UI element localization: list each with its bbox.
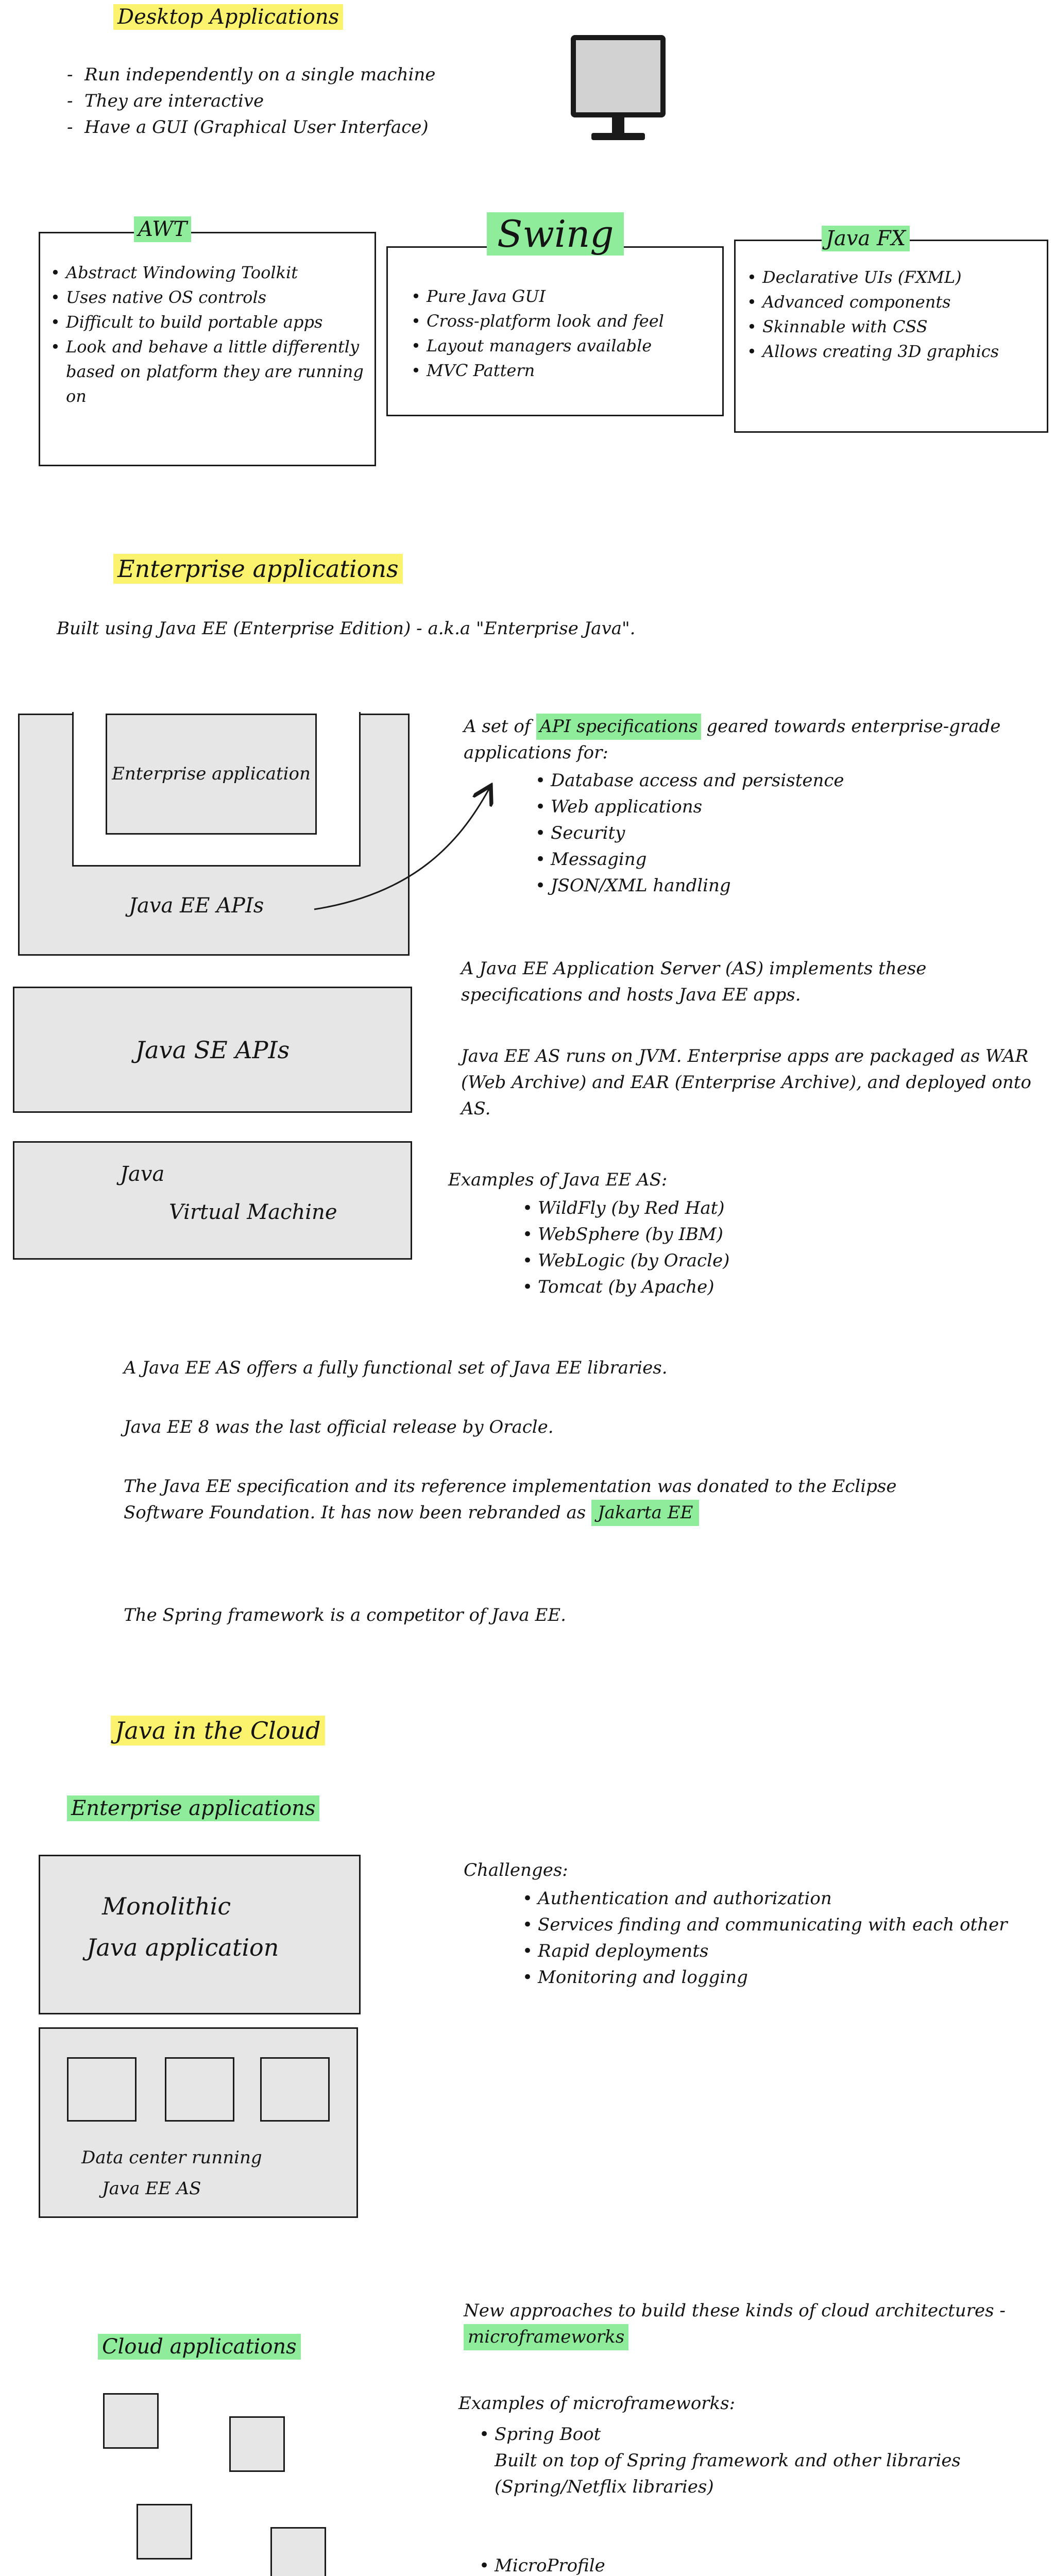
javafx-title: Java FX xyxy=(822,226,910,251)
enterprise-intro: Built using Java EE (Enterprise Edition) - a.k.a "Enterprise Java". xyxy=(57,618,636,639)
list-item: • Allows creating 3D graphics xyxy=(762,339,1036,364)
list-item: • Advanced components xyxy=(762,290,1036,314)
mf-microprofile: • MicroProfile xyxy=(479,2555,605,2576)
list-item: • Monitoring and logging xyxy=(538,1964,1053,1991)
examples-title: Examples of Java EE AS: xyxy=(448,1170,668,1190)
list-item: • Messaging xyxy=(551,846,1055,873)
list-item: - Run independently on a single machine xyxy=(84,62,548,88)
java-se-apis-label: Java SE APIs xyxy=(135,1036,290,1064)
list-item: • Declarative UIs (FXML) xyxy=(762,265,1036,290)
list-item: - They are interactive xyxy=(84,88,548,114)
challenges-title: Challenges: xyxy=(464,1860,568,1880)
monolith-label-2: Java application xyxy=(87,1934,279,1961)
as-text: A Java EE Application Server (AS) implements these specifications and hosts Java EE apps. xyxy=(461,958,927,1005)
list-item: • MVC Pattern xyxy=(427,358,722,383)
list-item: • Uses native OS controls xyxy=(66,285,364,310)
swing-title: Swing xyxy=(487,212,624,256)
jvm-text: Java EE AS runs on JVM. Enterprise apps are packaged as WAR (Web Archive) and EAR (Enterprise Archive), and deployed onto AS. xyxy=(461,1046,1031,1119)
monolith-label-1: Monolithic xyxy=(102,1892,231,1920)
list-item: • Cross-platform look and feel xyxy=(427,309,722,333)
datacenter-label-2: Java EE AS xyxy=(102,2178,201,2199)
desktop-title: Desktop Applications xyxy=(113,4,343,30)
list-item: • JSON/XML handling xyxy=(551,873,1055,899)
list-item: • Web applications xyxy=(551,794,1055,820)
awt-title: AWT xyxy=(134,216,191,242)
new-approaches-text: New approaches to build these kinds of cloud architectures - microframeworks xyxy=(464,2298,1020,2350)
note-spring: The Spring framework is a competitor of Java EE. xyxy=(124,1605,566,1625)
list-item: • WebLogic (by Oracle) xyxy=(538,1248,1043,1274)
note-oracle: Java EE 8 was the last official release by Oracle. xyxy=(124,1417,554,1437)
list-item: • Difficult to build portable apps xyxy=(66,310,364,334)
list-item: - Have a GUI (Graphical User Interface) xyxy=(84,114,548,141)
list-item: • Layout managers available xyxy=(427,333,722,358)
datacenter-label-1: Data center running xyxy=(81,2147,262,2168)
list-item: • Look and behave a little differently based on platform they are running on xyxy=(66,334,364,409)
mf-spring-boot: • Spring Boot Built on top of Spring framework and other libraries (Spring/Netflix libraries) xyxy=(479,2424,961,2497)
list-item: • Authentication and authorization xyxy=(538,1886,1053,1912)
mf-title: Examples of microframeworks: xyxy=(458,2393,736,2414)
list-item: • WebSphere (by IBM) xyxy=(538,1222,1043,1248)
list-item: • Skinnable with CSS xyxy=(762,314,1036,339)
list-item: • Services finding and communicating with each other xyxy=(538,1912,1053,1938)
jakarta-label: Jakarta EE xyxy=(591,1500,699,1526)
enterprise-subtitle: Enterprise applications xyxy=(67,1795,319,1821)
jvm-label-2: Virtual Machine xyxy=(169,1200,337,1224)
list-item: • Pure Java GUI xyxy=(427,284,722,309)
enterprise-app-label: Enterprise application xyxy=(112,764,311,784)
spec-text: A set of API specifications geared towards enterprise-grade applications for: xyxy=(464,714,1041,766)
list-item: • Tomcat (by Apache) xyxy=(538,1274,1043,1300)
list-item: • Database access and persistence xyxy=(551,768,1055,794)
cloud-apps-subtitle: Cloud applications xyxy=(98,2334,301,2360)
enterprise-title: Enterprise applications xyxy=(113,554,403,584)
cloud-title: Java in the Cloud xyxy=(111,1716,325,1745)
arrow-ee-apis-to-specs xyxy=(314,788,489,909)
list-item: • WildFly (by Red Hat) xyxy=(538,1195,1043,1222)
jvm-label-1: Java xyxy=(120,1162,165,1186)
list-item: • Security xyxy=(551,820,1055,846)
java-ee-apis-label: Java EE APIs xyxy=(129,894,264,918)
list-item: • Rapid deployments xyxy=(538,1938,1053,1964)
note-donated: The Java EE specification and its reference implementation was donated to the Eclipse Software Foundation. It has now been rebranded as Jakarta EE xyxy=(124,1473,907,1526)
note-libraries: A Java EE AS offers a fully functional set of Java EE libraries. xyxy=(124,1358,668,1378)
list-item: • Abstract Windowing Toolkit xyxy=(66,260,364,285)
